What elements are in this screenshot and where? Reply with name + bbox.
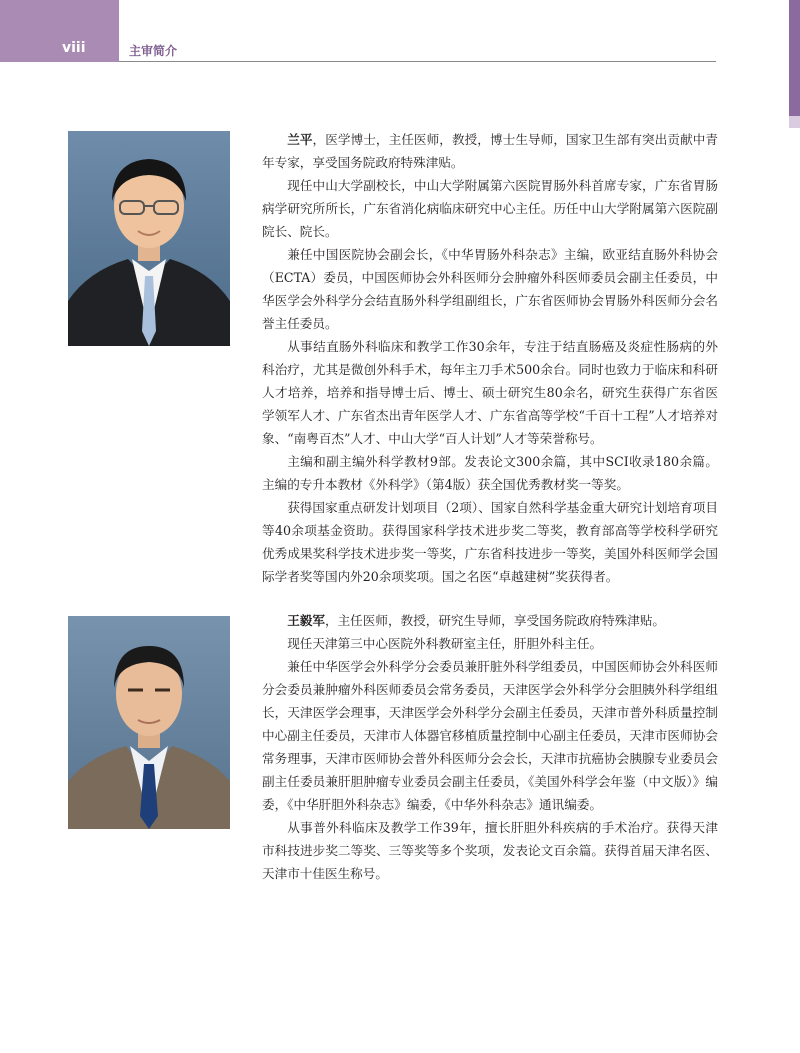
profile-2-paragraph: 从事普外科临床及教学工作39年，擅长肝胆外科疾病的手术治疗。获得天津市科技进步奖二等奖、三等奖等多个奖项，发表论文百余篇。获得首届天津名医、天津市十佳医生称号。 <box>262 820 718 881</box>
header-tab <box>0 0 119 62</box>
profile-1-paragraph: 兼任中国医院协会副会长，《中华胃肠外科杂志》主编，欧亚结直肠外科协会（ECTA）委员，中国医师协会外科医师分会肿瘤外科医师委员会副主任委员，中华医学会外科学分会结直肠外科学组副组长，广东省医师协会胃肠外科医师分会名誉主任委员。 <box>262 247 718 331</box>
header-rule <box>119 61 716 62</box>
portrait-photo-2 <box>68 616 230 829</box>
profile-1-bio <box>262 128 718 588</box>
profile-2-paragraph: 兼任中华医学会外科学分会委员兼肝脏外科学组委员，中国医师协会外科医师分会委员兼肿瘤外科医师委员会常务委员，天津医学会外科学分会胆胰外科学组组长，天津医学会理事，天津医学会外科学分会副主任委员，天津市普外科质量控制中心副主任委员，天津市人体器官移植质量控制中心副主任委员，天津市医师协会常务理事，天津市医师协会普外科医师分会会长，天津市抗癌协会胰腺专业委员会副主任委员兼肝胆肿瘤专业委员会副主任委员，《美国外科学会年鉴（中文版）》编委，《中华肝胆外科杂志》编委，《中华外科杂志》通讯编委。 <box>262 659 718 812</box>
profile-1-paragraph: 现任中山大学副校长，中山大学附属第六医院胃肠外科首席专家，广东省胃肠病学研究所所长，广东省消化病临床研究中心主任。历任中山大学附属第六医院副院长、院长。 <box>262 178 718 239</box>
profile-1-paragraph: 主编和副主编外科学教材9部。发表论文300余篇，其中SCI收录180余篇。主编的专升本教材《外科学》（第4版）获全国优秀教材奖一等奖。 <box>262 454 718 492</box>
profile-2-name: 王毅军 <box>287 613 325 628</box>
section-title: 主审简介 <box>129 44 178 58</box>
profile-2-bio <box>262 609 718 885</box>
edge-tab-marker-light <box>789 116 800 128</box>
profile-1-paragraph: 从事结直肠外科临床和教学工作30余年，专注于结直肠癌及炎症性肠病的外科治疗，尤其是微创外科手术，每年主刀手术500余台。同时也致力于临床和科研人才培养，培养和指导博士后、博士、硕士研究生80余名，研究生获得广东省医学领军人才、广东省杰出青年医学人才、广东省高等学校“千百十工程”人才培养对象、“南粤百杰”人才、中山大学“百人计划”人才等荣誉称号。 <box>262 339 718 446</box>
profile-1-name: 兰平 <box>287 132 313 147</box>
profile-2-intro: 王毅军，主任医师，教授，研究生导师，享受国务院政府特殊津贴。 <box>287 613 665 628</box>
profile-1-intro: 兰平，医学博士，主任医师，教授，博士生导师，国家卫生部有突出贡献中青年专家，享受国务院政府特殊津贴。 <box>262 132 719 170</box>
page-number: viii <box>62 40 86 56</box>
edge-tab-marker <box>789 0 800 116</box>
profile-2-paragraph: 现任天津第三中心医院外科教研室主任，肝胆外科主任。 <box>287 636 603 651</box>
portrait-photo-1 <box>68 131 230 346</box>
profile-1-paragraph: 获得国家重点研发计划项目（2项）、国家自然科学基金重大研究计划培育项目等40余项基金资助。获得国家科学技术进步奖二等奖，教育部高等学校科学研究优秀成果奖科学技术进步奖一等奖，广东省科技进步一等奖，美国外科医师学会国际学者奖等国内外20余项奖项。国之名医“卓越建树”奖获得者。 <box>262 500 718 584</box>
